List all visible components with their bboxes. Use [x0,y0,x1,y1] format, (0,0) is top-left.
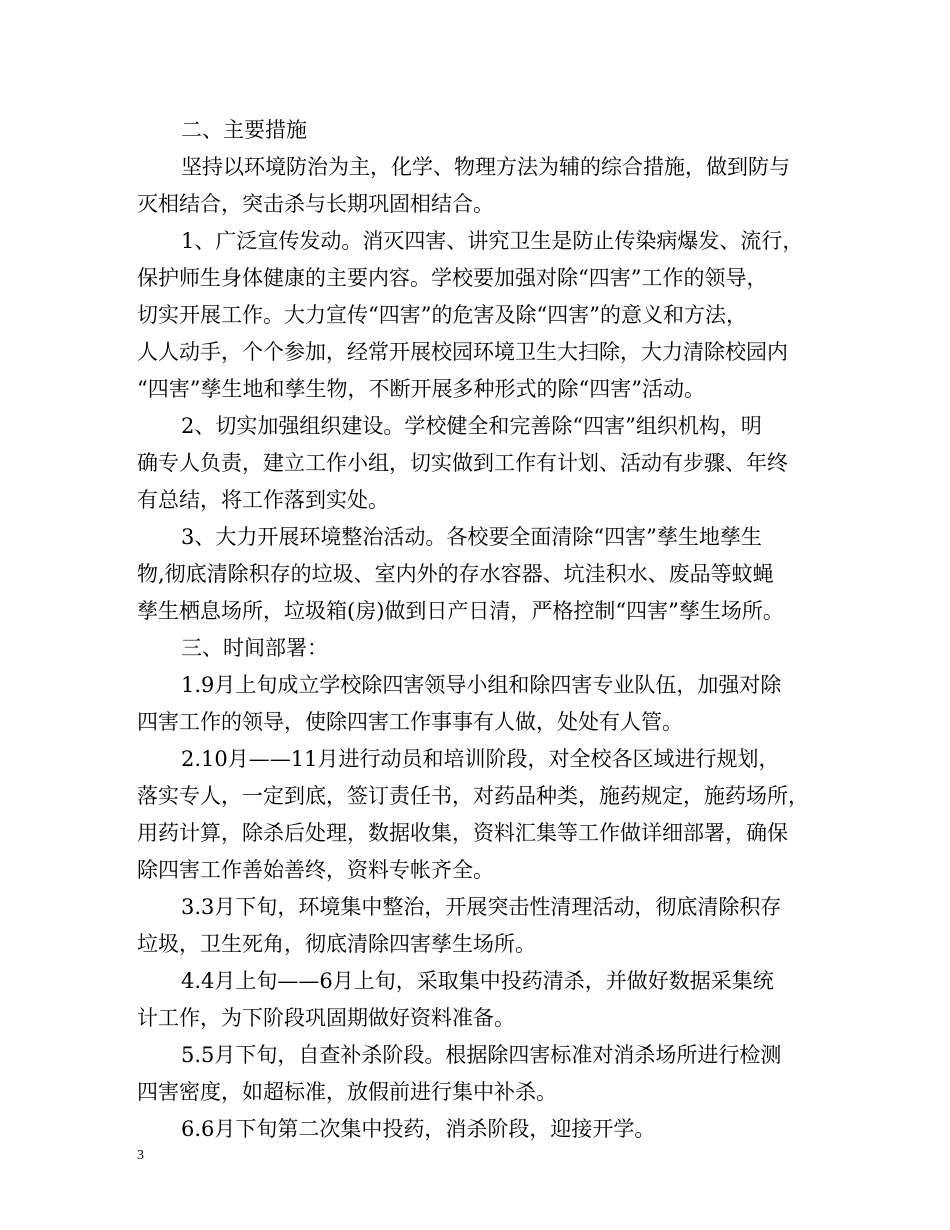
paragraph-first-line: 3.3月下旬，环境集中整治，开展突击性清理活动，彻底清除积存 [181,895,782,919]
paragraph-first-line: 1、广泛宣传发动。消灭四害、讲究卫生是防止传染病爆发、流行， [181,229,804,253]
paragraph-first-line: 2.10月——11月进行动员和培训阶段，对全校各区域进行规划， [181,747,780,771]
paragraph-first-line: 3、大力开展环境整治活动。各校要全面清除“四害”孳生地孳生 [181,525,762,549]
paragraph-line: 确专人负责，建立工作小组，切实做到工作有计划、活动有步骤、年终 [137,451,788,475]
paragraph-line: 用药计算，除杀后处理，数据收集，资料汇集等工作做详细部署，确保 [137,821,788,845]
paragraph-line: 四害工作的领导，使除四害工作事事有人做，处处有人管。 [137,710,683,734]
paragraph-line: 计工作，为下阶段巩固期做好资料准备。 [137,1006,515,1030]
paragraph-first-line: 2、切实加强组织建设。学校健全和完善除“四害”组织机构，明 [181,414,762,438]
paragraph-line: 灭相结合，突击杀与长期巩固相结合。 [137,192,494,216]
paragraph-line: 有总结，将工作落到实处。 [137,488,389,512]
paragraph-line: 保护师生身体健康的主要内容。学校要加强对除“四害”工作的领导， [137,266,768,290]
section-heading: 二、主要措施 [181,118,307,142]
paragraph-line: 物,彻底清除积存的垃圾、室内外的存水容器、坑洼积水、废品等蚊蝇 [137,562,774,586]
document-body [137,112,827,1148]
paragraph-line: 除四害工作善始善终，资料专帐齐全。 [137,858,494,882]
paragraph-line: “四害”孳生地和孳生物，不断开展多种形式的除“四害”活动。 [137,377,705,401]
paragraph-line: 切实开展工作。大力宣传“四害”的危害及除“四害”的意义和方法， [137,303,747,327]
paragraph-line: 孳生栖息场所，垃圾箱(房)做到日产日清，严格控制“四害”孳生场所。 [137,599,784,623]
paragraph-first-line: 4.4月上旬——6月上旬，采取集中投药清杀，并做好数据采集统 [181,969,774,993]
paragraph-line: 四害密度，如超标准，放假前进行集中补杀。 [137,1080,557,1104]
paragraph-first-line: 5.5月下旬，自查补杀阶段。根据除四害标准对消杀场所进行检测 [181,1043,782,1067]
paragraph-first-line: 6.6月下旬第二次集中投药，消杀阶段，迎接开学。 [181,1117,656,1141]
page-number: 3 [137,1148,144,1163]
section-heading: 三、时间部署： [181,636,328,660]
paragraph-first-line: 坚持以环境防治为主，化学、物理方法为辅的综合措施，做到防与 [181,155,790,179]
paragraph-line: 垃圾，卫生死角，彻底清除四害孳生场所。 [137,932,536,956]
paragraph-line: 落实专人，一定到底，签订责任书，对药品种类，施药规定，施药场所， [137,784,809,808]
paragraph-line: 人人动手，个个参加，经常开展校园环境卫生大扫除，大力清除校园内 [137,340,788,364]
paragraph-first-line: 1.9月上旬成立学校除四害领导小组和除四害专业队伍，加强对除 [181,673,782,697]
